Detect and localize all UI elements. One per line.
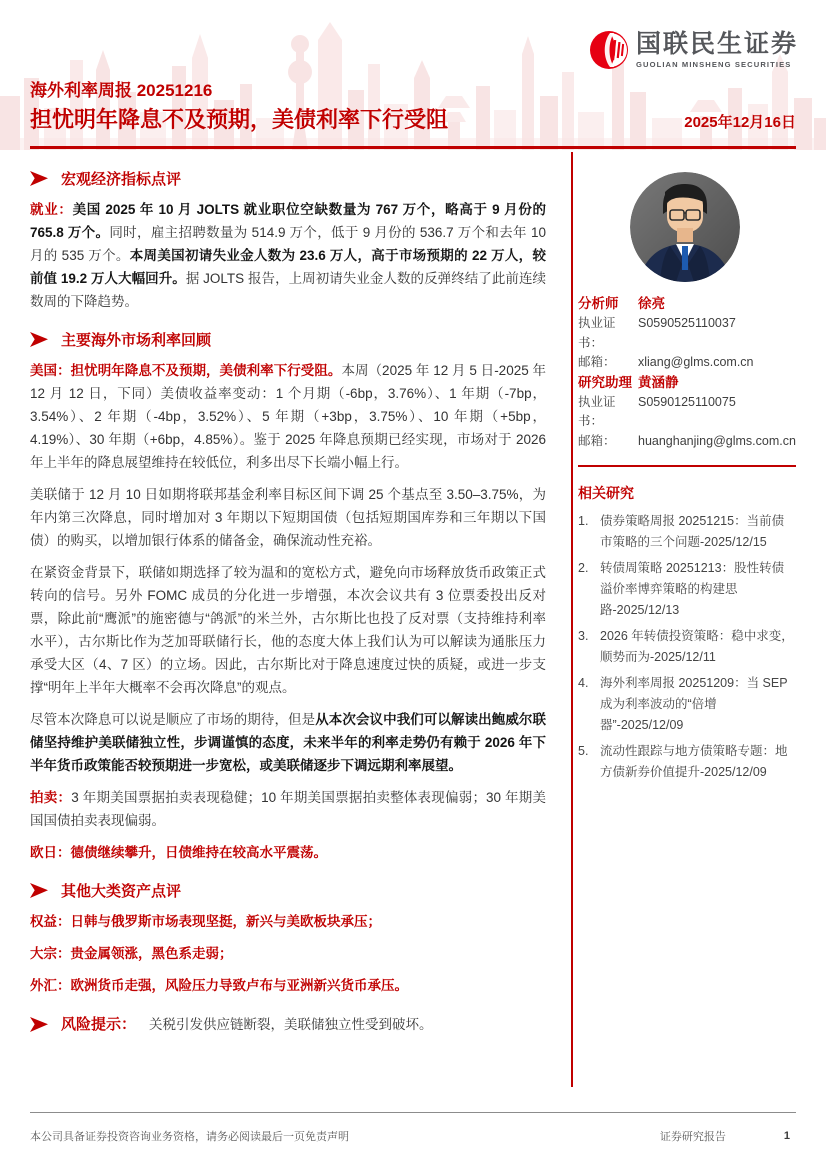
paragraph (30, 359, 546, 474)
related-research-item[interactable] (578, 741, 796, 783)
text-segment: 欧日：德债继续攀升，日债维持在较高水平震荡。 (30, 845, 327, 860)
section-heading: 其他大类资产点评 (61, 883, 182, 900)
report-section (30, 168, 546, 313)
text-segment: 外汇：欧洲货币走强，风险压力导致卢布与亚洲新兴货币承压。 (30, 978, 408, 993)
text-segment: 同时，雇主招聘数量为 514.9 万个，低于 9 月份的 536.7 万个和去年 10 月的 535 万个。 (30, 225, 546, 263)
main-content (30, 168, 546, 1052)
related-research-item[interactable] (578, 511, 796, 553)
footer (30, 1128, 796, 1144)
paragraph (30, 561, 546, 699)
assistant-label: 研究助理 (578, 374, 632, 390)
text-segment: 关税引发供应链断裂，美联储独立性受到破坏。 (149, 1017, 433, 1032)
analyst-cert-row (578, 314, 796, 353)
related-research-item[interactable] (578, 626, 796, 668)
title-divider (30, 146, 796, 149)
section-arrow-icon (30, 332, 48, 347)
paragraph (30, 841, 546, 864)
title-row (30, 106, 796, 135)
analyst-cert-number: S0590525110037 (638, 316, 736, 330)
text-segment: 尽管本次降息可以说是顺应了市场的期待，但是 (30, 712, 316, 727)
logo-name-cn: 国联民生证券 (635, 30, 798, 59)
analyst-photo (630, 172, 740, 282)
related-item-number: 1. (578, 514, 589, 528)
footer-divider (30, 1112, 796, 1113)
text-segment: 本周美国初请失业金人数为 23.6 万人，高于市场预期的 22 万人，较前值 19.2 万人大幅回升。 (30, 248, 546, 286)
analyst-row (578, 294, 796, 314)
section-heading-row (30, 329, 546, 350)
analyst-name: 徐亮 (638, 296, 665, 311)
related-item-number: 4. (578, 676, 589, 690)
logo-name-en: GUOLIAN MINSHENG SECURITIES (635, 59, 792, 69)
paragraph (30, 942, 546, 965)
report-title: 担忧明年降息不及预期，美债利率下行受阻 (30, 107, 449, 132)
assistant-email-row (578, 432, 796, 452)
related-item-title: 2026 年转债投资策略：稳中求变，顺势而为-2025/12/11 (600, 629, 794, 664)
paragraph (30, 974, 546, 997)
section-arrow-icon (30, 1017, 48, 1032)
assistant-cert-row (578, 393, 796, 432)
assistant-name: 黄涵静 (638, 374, 679, 390)
report-section (30, 880, 546, 997)
email-label: 邮箱： (578, 433, 616, 448)
footer-right (660, 1128, 796, 1144)
analyst-info (578, 294, 796, 451)
logo-icon (589, 30, 629, 70)
report-date: 2025年12月16日 (684, 113, 796, 131)
text-segment: 本周（2025 年 12 月 5 日-2025 年 12 月 12 日，下同）美债收益率变动：1 个月期（-6bp，3.76%）、1 年期（-7bp，3.54%）、2 年期（-4bp，3.52%）、5 年期（+3bp，3.75%）、10 年期（+5bp，4.19%）、30 年期（+6bp，4.85%）。鉴于 2025 年降息预期已经实现，市场对于 2026 年上半年的降息展望维持在较低位，利多出尽下长端小幅上行。 (30, 363, 547, 470)
related-item-title: 海外利率周报 20251209：当 SEP 成为利率波动的“倍增器”-2025/12/09 (600, 676, 788, 732)
related-item-number: 2. (578, 561, 589, 575)
assistant-email[interactable]: huanghanjing@glms.com.cn (638, 433, 796, 448)
logo-text (636, 31, 798, 68)
section-heading-row (30, 880, 546, 901)
text-segment: 就业： (30, 202, 73, 217)
related-item-title: 转债周策略 20251213：股性转债溢价率博弈策略的构建思路-2025/12/13 (600, 561, 785, 617)
text-segment: 拍卖： (30, 790, 72, 805)
analyst-email[interactable]: xliang@glms.com.cn (638, 355, 754, 369)
report-section (30, 1013, 546, 1036)
paragraph (30, 910, 546, 933)
text-segment: 美国：担忧明年降息不及预期，美债利率下行受阻。 (30, 363, 342, 378)
text-segment: 3 年期美国票据拍卖表现稳健；10 年期美国票据拍卖整体表现偏弱；30 年期美国国债拍卖表现偏弱。 (30, 790, 547, 828)
section-arrow-icon (30, 171, 48, 186)
analyst-label: 分析师 (578, 296, 619, 311)
related-research-title: 相关研究 (578, 485, 634, 501)
section-heading: 宏观经济指标点评 (61, 171, 182, 188)
section-heading: 主要海外市场利率回顾 (61, 332, 212, 349)
sidebar (578, 168, 796, 788)
text-segment: 在紧资金背景下，联储如期选择了较为温和的宽松方式，避免向市场释放货币政策正式转向的信号。另外 FOMC 成员的分化进一步增强，本次会议共有 3 位票委投出反对票，除此前“鹰派”的施密德与“鸽派”的米兰外，古尔斯比也投了反对票（支持维持利率水平），古尔斯比作为芝加哥联储行长，他的态度大体上我们认为可以解读为通胀压力承受大区（4、7 区）的立场。因此，古尔斯比对于降息速度过快的质疑，或进一步支撑“明年上半年大概率不会再次降息”的观点。 (30, 565, 546, 695)
paragraph (30, 198, 546, 313)
paragraph (30, 786, 546, 832)
section-heading: 风险提示： (61, 1016, 137, 1033)
section-heading-row (30, 168, 546, 189)
text-segment: 美联储于 12 月 10 日如期将联邦基金利率目标区间下调 25 个基点至 3.50–3.75%，为年内第三次降息，同时增加对 3 年期以下短期国债（包括短期国库券和三年期以下国债）的购买，以增加银行体系的储备金，确保流动性充裕。 (30, 487, 546, 548)
email-label: 邮箱： (578, 355, 616, 369)
text-segment: 美国 2025 年 10 月 JOLTS 就业职位空缺数量为 767 万个，略高于 9 月份的 765.8 万个。 (30, 202, 547, 240)
company-logo (589, 30, 798, 70)
related-research-item[interactable] (578, 673, 796, 736)
text-segment: 权益：日韩与俄罗斯市场表现坚挺，新兴与美欧板块承压； (30, 914, 381, 929)
assistant-row (578, 373, 796, 393)
text-segment: 据 JOLTS 报告，上周初请失业金人数的反弹终结了此前连续数周的下降趋势。 (30, 271, 546, 309)
paragraph (30, 708, 546, 777)
related-item-number: 5. (578, 744, 589, 758)
report-section (30, 329, 546, 864)
footer-disclaimer: 本公司具备证券投资咨询业务资格，请务必阅读最后一页免责声明 (30, 1131, 349, 1143)
cert-label: 执业证书： (578, 394, 616, 428)
related-item-title: 债券策略周报 20251215：当前债市策略的三个问题-2025/12/15 (600, 514, 785, 549)
column-divider (571, 152, 573, 1087)
section-heading-row (30, 1013, 546, 1036)
paragraph (30, 483, 546, 552)
related-research-list (578, 511, 796, 783)
analyst-email-row (578, 353, 796, 373)
related-research-item[interactable] (578, 558, 796, 621)
sidebar-divider (578, 465, 796, 467)
page-number: 1 (783, 1130, 790, 1142)
related-item-number: 3. (578, 629, 589, 643)
text-segment: 大宗：贵金属领涨，黑色系走弱； (30, 946, 233, 961)
report-series-title: 海外利率周报 20251216 (30, 81, 213, 100)
assistant-cert-number: S0590125110075 (638, 394, 736, 409)
section-arrow-icon (30, 883, 48, 898)
cert-label: 执业证书： (578, 316, 616, 350)
text-segment: 从本次会议中我们可以解读出鲍威尔联储坚持维护美联储独立性，步调谨慎的态度，未来半年的利率走势仍有赖于 2026 年下半年货币政策能否较预期进一步宽松，或美联储逐步下调远期利率展望。 (30, 712, 547, 773)
section-inline-text (149, 1013, 433, 1036)
footer-report-type: 证券研究报告 (659, 1131, 726, 1143)
related-item-title: 流动性跟踪与地方债策略专题：地方债新券价值提升-2025/12/09 (600, 744, 788, 779)
